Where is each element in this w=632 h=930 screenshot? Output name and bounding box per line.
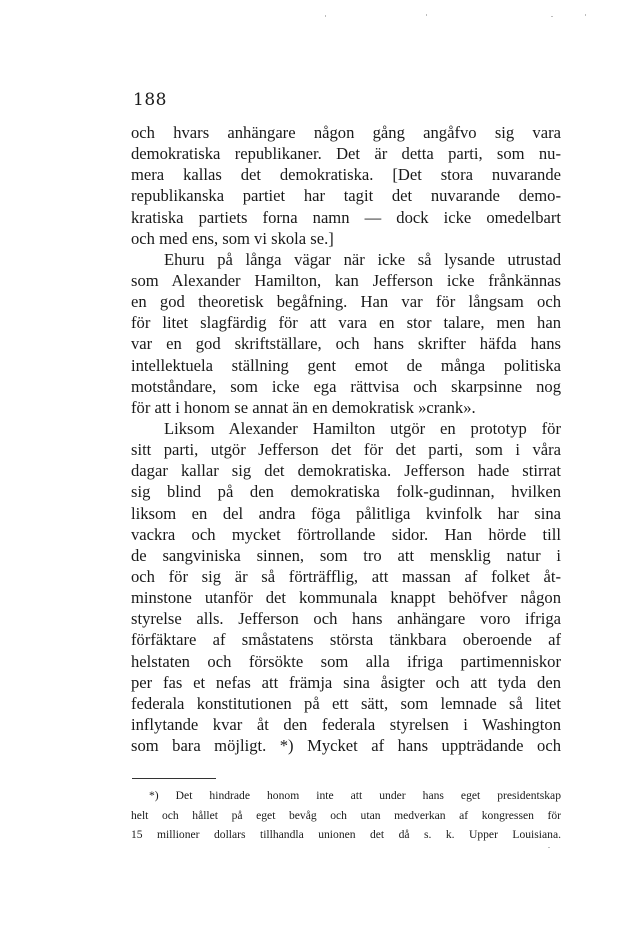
footnotes	[131, 786, 561, 845]
text-line: republikanska partiet har tagit det nuvarande demo-	[131, 186, 561, 206]
footnote-line: helt och hållet på eget bevåg och utan medverkan af kongressen för	[131, 808, 561, 822]
scan-speck	[548, 847, 550, 848]
text-line: för att i honom se annat än en demokratisk »crank».	[131, 397, 476, 417]
text-line: Liksom Alexander Hamilton utgör en prototyp för	[164, 418, 561, 438]
text-line: vackra och mycket förtrollande sidor. Han hörde till	[131, 524, 561, 544]
text-line: kratiska partiets forna namn — dock icke omedelbart	[131, 207, 561, 227]
scan-speck	[551, 16, 553, 17]
body-text	[131, 122, 561, 756]
text-line: och hvars anhängare någon gång angåfvo sig vara	[131, 123, 561, 142]
scan-speck	[325, 15, 326, 17]
text-line: förfäktare af småstatens största tänkbara oberoende af	[131, 630, 561, 650]
text-line: demokratiska republikaner. Det är detta parti, som nu-	[131, 144, 561, 164]
text-line: motståndare, som icke ega rättvisa och skarpsinne nog	[131, 376, 561, 396]
text-line: federala konstitutionen på ett sätt, som lemnade så litet	[131, 693, 561, 713]
text-line: minstone utanför det kommunala knappt behöfver någon	[131, 588, 561, 608]
footnote-line: *) Det hindrade honom inte att under hans eget presidentskap	[149, 789, 561, 802]
text-line: som Alexander Hamilton, kan Jefferson icke frånkännas	[131, 270, 561, 290]
scan-speck	[426, 14, 427, 16]
text-line: de sangviniska sinnen, som tro att mensklig natur i	[131, 545, 561, 565]
text-line: som bara möjligt. *) Mycket af hans uppträdande och	[131, 736, 561, 756]
text-line: styrelse alls. Jefferson och hans anhängare voro ifriga	[131, 609, 561, 629]
text-line: helstaten och försökte som alla ifriga partimenniskor	[131, 651, 561, 671]
text-line: för litet slagfärdig för att vara en stor talare, men han	[131, 313, 561, 333]
text-line: intellektuela ställning gent emot de många politiska	[131, 355, 561, 375]
text-line: och för sig är så förträfflig, att massan af folket åt-	[131, 566, 561, 586]
text-line: liksom en del andra föga pålitliga kvinfolk har sina	[131, 503, 561, 523]
page-number: 188	[133, 90, 167, 110]
scan-speck	[585, 14, 586, 16]
text-line: Ehuru på långa vägar när icke så lysande utrustad	[164, 249, 561, 269]
text-line: mera kallas det demokratiska. [Det stora nuvarande	[131, 165, 561, 185]
footnote-line: 15 millioner dollars tillhandla unionen det då s. k. Upper Louisiana.	[131, 828, 561, 841]
text-line: och med ens, som vi skola se.]	[131, 228, 334, 248]
text-line: per fas et nefas att främja sina åsigter och att tyda den	[131, 672, 561, 692]
footnote-divider	[132, 778, 216, 779]
text-line: dagar kallar sig det demokratiska. Jefferson hade stirrat	[131, 461, 561, 481]
text-line: sig blind på den demokratiska folk-gudinnan, hvilken	[131, 482, 561, 502]
text-line: var en god skriftställare, och hans skrifter häfda hans	[131, 334, 561, 354]
text-line: sitt parti, utgör Jefferson det för det parti, som i våra	[131, 440, 561, 460]
text-line: en god theoretisk begåfning. Han var för långsam och	[131, 292, 561, 312]
text-line: inflytande kvar åt den federala styrelsen i Washington	[131, 714, 561, 734]
